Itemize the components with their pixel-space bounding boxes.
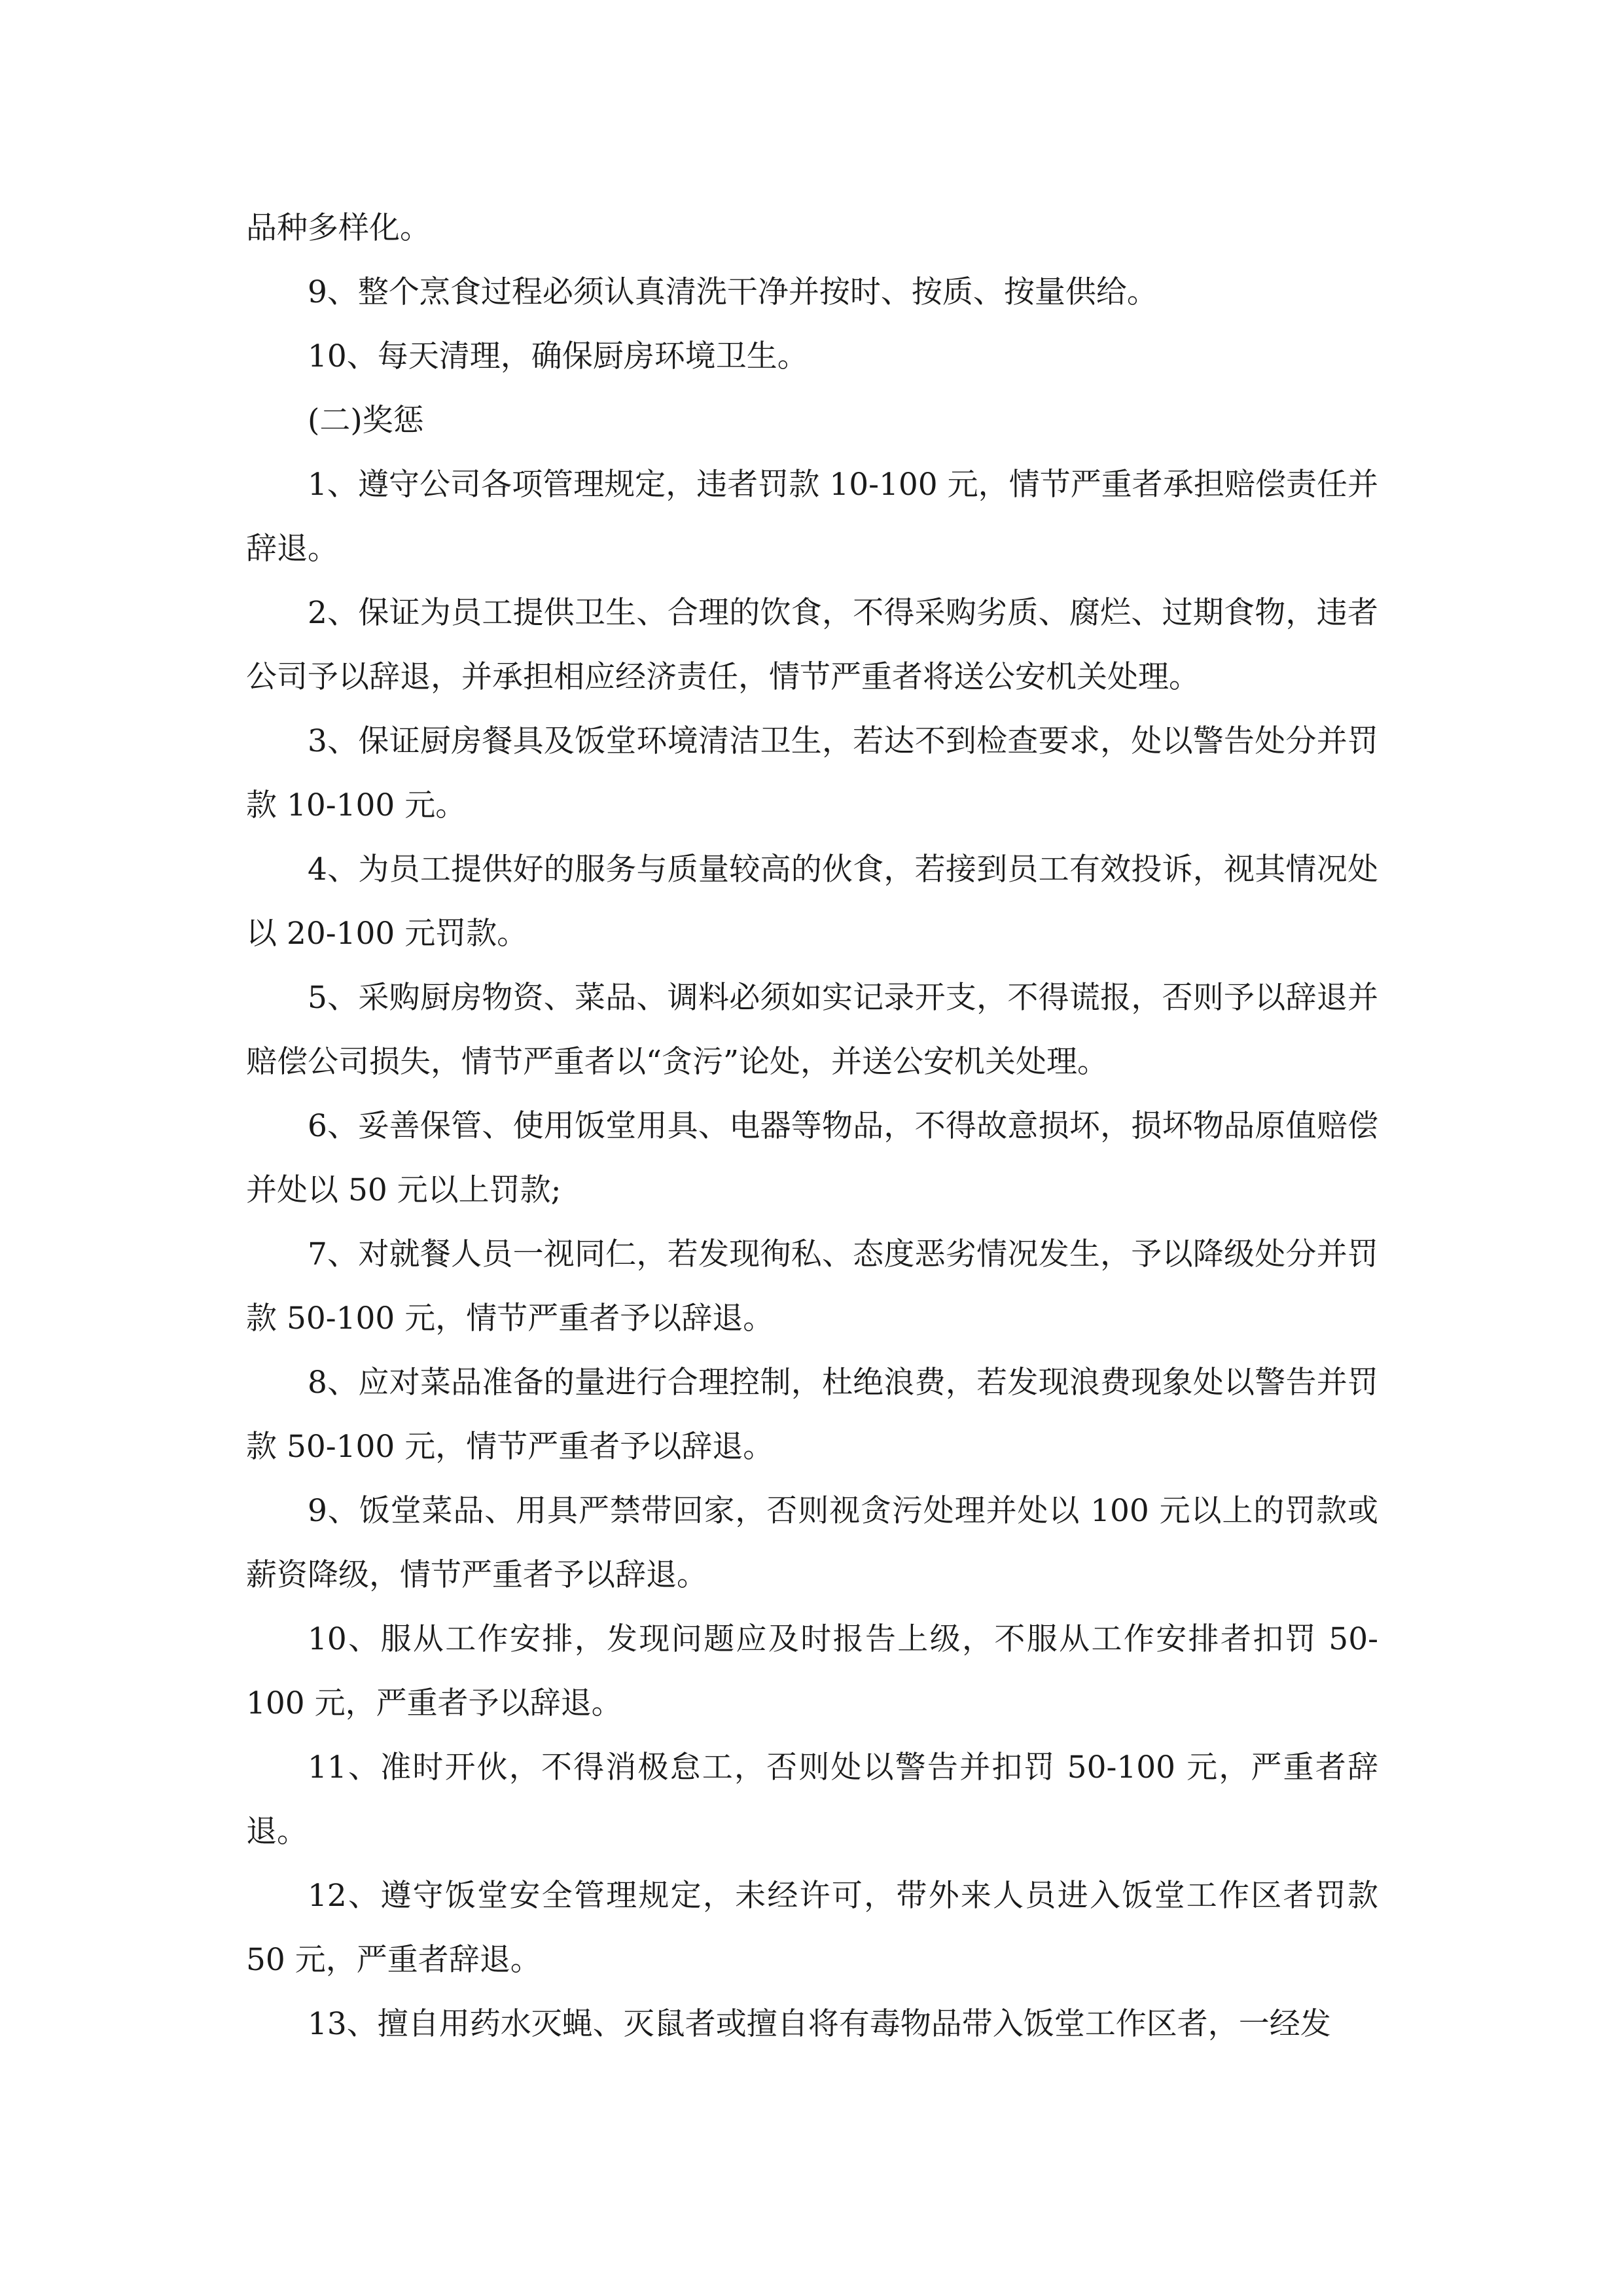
paragraph-continuation: 品种多样化。: [246, 210, 431, 246]
rule-item-10: 10、服从工作安排，发现问题应及时报告上级，不服从工作安排者扣罚 50-100 元，严重者予以辞退。: [246, 1621, 1378, 1721]
rule-item-8: 8、应对菜品准备的量进行合理控制，杜绝浪费，若发现浪费现象处以警告并罚款 50-100 元，情节严重者予以辞退。: [246, 1365, 1378, 1465]
rule-item-3: 3、保证厨房餐具及饭堂环境清洁卫生，若达不到检查要求，处以警告处分并罚款 10-100 元。: [246, 723, 1378, 823]
rule-item-9: 9、饭堂菜品、用具严禁带回家，否则视贪污处理并处以 100 元以上的罚款或薪资降级，情节严重者予以辞退。: [246, 1493, 1378, 1593]
rule-item-7: 7、对就餐人员一视同仁，若发现徇私、态度恶劣情况发生，予以降级处分并罚款 50-100 元，情节严重者予以辞退。: [246, 1236, 1378, 1336]
rule-item-5: 5、采购厨房物资、菜品、调料必须如实记录开支，不得谎报，否则予以辞退并赔偿公司损失，情节严重者以“贪污”论处，并送公安机关处理。: [246, 980, 1378, 1080]
rule-item-6: 6、妥善保管、使用饭堂用具、电器等物品，不得故意损坏，损坏物品原值赔偿并处以 50 元以上罚款;: [246, 1108, 1378, 1208]
section-heading-rewards-penalties: (二)奖惩: [308, 403, 424, 439]
rule-item-13: 13、擅自用药水灭蝇、灭鼠者或擅自将有毒物品带入饭堂工作区者，一经发: [308, 2006, 1331, 2042]
rule-item-11: 11、准时开伙，不得消极怠工，否则处以警告并扣罚 50-100 元，严重者辞退。: [246, 1749, 1378, 1850]
paragraph-item-9: 9、整个烹食过程必须认真清洗干净并按时、按质、按量供给。: [308, 274, 1158, 310]
document-body: [246, 196, 1378, 2056]
rule-item-2: 2、保证为员工提供卫生、合理的饮食，不得采购劣质、腐烂、过期食物，违者公司予以辞退，并承担相应经济责任，情节严重者将送公安机关处理。: [246, 595, 1378, 695]
rule-item-4: 4、为员工提供好的服务与质量较高的伙食，若接到员工有效投诉，视其情况处以 20-100 元罚款。: [246, 852, 1378, 952]
rule-item-12: 12、遵守饭堂安全管理规定，未经许可，带外来人员进入饭堂工作区者罚款 50 元，严重者辞退。: [246, 1878, 1378, 1978]
paragraph-item-10: 10、每天清理，确保厨房环境卫生。: [308, 338, 808, 374]
rule-item-1: 1、遵守公司各项管理规定，违者罚款 10-100 元，情节严重者承担赔偿责任并辞退。: [246, 467, 1378, 567]
